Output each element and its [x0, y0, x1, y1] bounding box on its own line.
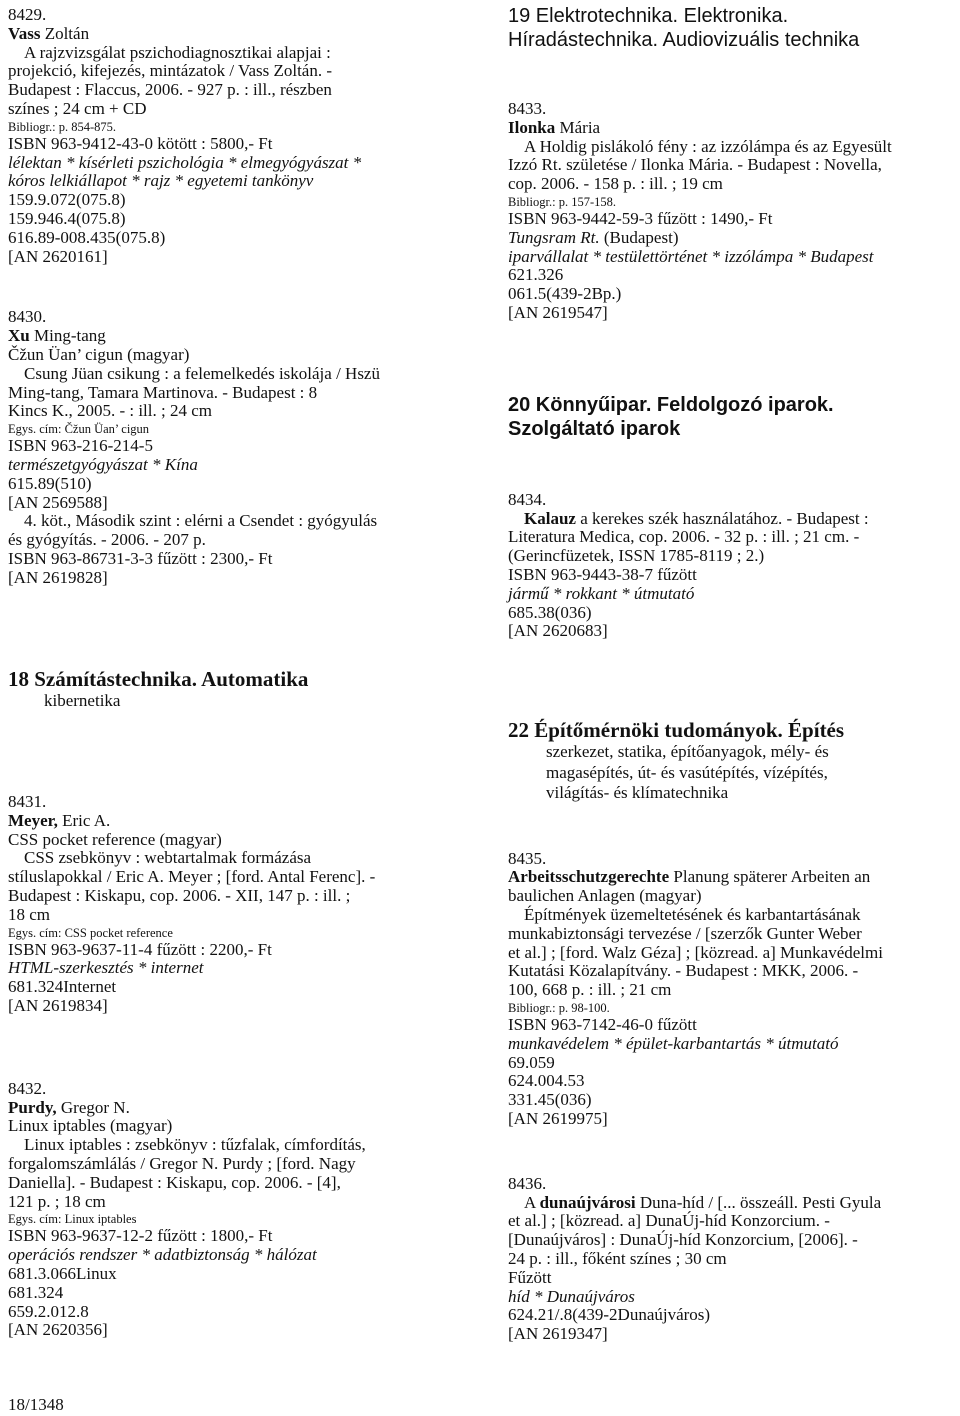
uniform-title: Linux iptables (magyar)	[8, 1116, 173, 1136]
left-column	[8, 6, 478, 1340]
title-line: Budapest : Kiskapu, cop. 2006. - XII, 147 p. : ill. ;	[8, 886, 351, 905]
udc-code: 624.004.53	[508, 1071, 585, 1091]
uniform-title-note: Egys. cím: Čžun Üan’ cigun	[8, 422, 150, 437]
entry-number: 8432.	[8, 1078, 47, 1098]
entry-number: 8436.	[508, 1173, 547, 1193]
section-19	[508, 4, 958, 52]
udc-code: 681.324	[8, 1282, 64, 1302]
entry-8429	[8, 6, 478, 266]
section-heading: 20 Könnyűipar. Feldolgozó iparok.	[508, 393, 834, 416]
section-subheading: magasépítés, út- és vasútépítés, vízépítés,	[546, 762, 828, 782]
udc-code: 331.45(036)	[508, 1090, 592, 1110]
author: Xu Ming-tang	[8, 326, 106, 346]
title-line: Kutatási Közalapítvány. - Budapest : MKK, 2006. -	[508, 961, 859, 981]
title-line: et al.] ; [közread. a] DunaÚj-híd Konzorcium. -	[508, 1211, 830, 1231]
udc-code: 159.946.4(075.8)	[8, 208, 126, 228]
title-line: színes ; 24 cm + CD	[8, 98, 147, 118]
title-line: 100, 668 p. : ill. ; 21 cm	[508, 980, 672, 1000]
title-line: Literatura Medica, cop. 2006. - 32 p. : ill. ; 21 cm. -	[508, 527, 860, 547]
title-line: Izzó Rt. születése / Ilonka Mária. - Budapest : Novella,	[508, 155, 882, 175]
title-line: CSS zsebkönyv : webtartalmak formázása	[24, 848, 312, 868]
section-heading: 19 Elektrotechnika. Elektronika.	[508, 5, 789, 27]
corporate-subject: Tungsram Rt. (Budapest)	[508, 227, 679, 247]
subject-terms: kóros lelkiállapot * rajz * egyetemi tankönyv	[8, 171, 314, 191]
entry-8436	[508, 1175, 958, 1344]
author: Purdy, Gregor N.	[8, 1097, 130, 1117]
isbn: ISBN 963-9443-38-7 fűzött	[508, 564, 697, 584]
page-footer: 18/1348	[8, 1395, 64, 1414]
title-line: projekció, kifejezés, mintázatok / Vass Zoltán. -	[8, 61, 333, 81]
an-number: [AN 2619975]	[508, 1109, 608, 1128]
binding: Fűzött	[508, 1267, 552, 1287]
an-number: [AN 2620356]	[8, 1320, 108, 1340]
udc-code: 685.38(036)	[508, 602, 592, 622]
title-line: (Gerincfüzetek, ISSN 1785-8119 ; 2.)	[508, 546, 765, 566]
entry-number: 8431.	[8, 792, 47, 812]
author: Meyer, Eric A.	[8, 810, 111, 830]
section-20	[508, 393, 958, 441]
udc-code: 681.3.066Linux	[8, 1263, 117, 1283]
an-number: [AN 2569588]	[8, 492, 108, 512]
udc-code: 061.5(439-2Bp.)	[508, 284, 622, 304]
author: Vass Zoltán	[8, 23, 90, 43]
an-number: [AN 2619347]	[508, 1324, 608, 1344]
subject-terms: iparvállalat * testülettörténet * izzólámpa * Budapest	[508, 246, 874, 266]
entry-number: 8433.	[508, 99, 547, 118]
title-line: forgalomszámlálás / Gregor N. Purdy ; [ford. Nagy	[8, 1153, 356, 1173]
udc-code: 659.2.012.8	[8, 1301, 89, 1321]
entry-8431	[8, 793, 478, 1016]
entry-number: 8434.	[508, 489, 547, 509]
isbn: ISBN 963-9637-11-4 fűzött : 2200,- Ft	[8, 939, 272, 959]
uniform-title: CSS pocket reference (magyar)	[8, 829, 222, 849]
entry-8433	[508, 100, 958, 323]
volume-isbn: ISBN 963-86731-3-3 fűzött : 2300,- Ft	[8, 548, 273, 568]
section-subheading: világítás- és klímatechnika	[546, 783, 729, 803]
entry-number: 8429.	[8, 5, 47, 24]
isbn: ISBN 963-9637-12-2 fűzött : 1800,- Ft	[8, 1226, 273, 1246]
an-number: [AN 2620161]	[8, 246, 108, 266]
subject-terms: jármű * rokkant * útmutató	[508, 583, 695, 603]
subject-terms: HTML-szerkesztés * internet	[8, 958, 204, 978]
title-line: Csung Jüan csikung : a felemelkedés iskolája / Hszü	[24, 363, 380, 383]
title-line: 18 cm	[8, 904, 51, 924]
section-heading: Szolgáltató iparok	[508, 417, 681, 440]
isbn: ISBN 963-7142-46-0 fűzött	[508, 1015, 697, 1035]
author: Ilonka Mária	[508, 117, 601, 137]
bibliography-note: Bibliogr.: p. 98-100.	[508, 1001, 610, 1016]
section-22	[508, 719, 958, 804]
title-line: A rajzvizsgálat pszichodiagnosztikai alapjai :	[24, 42, 331, 62]
volume-an-number: [AN 2619828]	[8, 567, 108, 587]
title-line: A dunaújvárosi Duna-híd / [... összeáll. Pesti Gyula	[524, 1192, 882, 1212]
title-line: Ming-tang, Tamara Martinova. - Budapest : 8	[8, 382, 318, 402]
title-line: et al.] ; [ford. Walz Géza] ; [közread. a] Munkavédelmi	[508, 942, 883, 962]
title-line: 24 p. : ill., főként színes ; 30 cm	[508, 1248, 727, 1268]
entry-8435	[508, 850, 958, 1129]
subject-terms: munkavédelem * épület-karbantartás * útmutató	[508, 1033, 839, 1053]
entry-number: 8435.	[508, 848, 547, 868]
bibliography-note: Bibliogr.: p. 157-158.	[508, 194, 616, 209]
an-number: [AN 2620683]	[508, 621, 608, 641]
title-line: stíluslapokkal / Eric A. Meyer ; [ford. Antal Ferenc]. -	[8, 867, 376, 887]
udc-code: 616.89-008.435(075.8)	[8, 227, 166, 247]
title-line: Kincs K., 2005. - : ill. ; 24 cm	[8, 401, 212, 421]
volume-line: 4. köt., Második szint : elérni a Csendet : gyógyulás	[24, 511, 378, 531]
isbn: ISBN 963-216-214-5	[8, 436, 153, 456]
an-number: [AN 2619547]	[508, 302, 608, 322]
section-subheading: kibernetika	[44, 690, 121, 710]
title-line: Daniella]. - Budapest : Kiskapu, cop. 2006. - [4],	[8, 1172, 341, 1192]
entry-8430	[8, 308, 478, 587]
title-line: Budapest : Flaccus, 2006. - 927 p. : ill., részben	[8, 80, 332, 100]
title-line: munkabiztonsági tervezése / [szerzők Gunter Weber	[508, 923, 862, 943]
entry-8432	[8, 1080, 478, 1340]
title-line: [Dunaújváros] : DunaÚj-híd Konzorcium, [2006]. -	[508, 1230, 858, 1250]
subject-terms: operációs rendszer * adatbiztonság * hálózat	[8, 1245, 317, 1265]
right-column	[508, 4, 958, 1344]
uniform-title-note: Egys. cím: CSS pocket reference	[8, 925, 173, 940]
section-subheading: szerkezet, statika, építőanyagok, mély- és	[546, 742, 829, 762]
section-heading: Híradástechnika. Audiovizuális technika	[508, 29, 860, 51]
udc-code: 621.326	[508, 265, 564, 285]
title-line: Arbeitsschutzgerechte Planung späterer Arbeiten an	[508, 867, 871, 887]
section-heading: 22 Építőmérnöki tudományok. Építés	[508, 718, 845, 743]
udc-code: 69.059	[508, 1052, 555, 1072]
uniform-title: Čžun Üan’ cigun (magyar)	[8, 344, 190, 364]
entry-number: 8430.	[8, 307, 47, 327]
bibliography-note: Bibliogr.: p. 854-875.	[8, 119, 116, 134]
udc-code: 624.21/.8(439-2Dunaújváros)	[508, 1305, 711, 1325]
title-line: Linux iptables : zsebkönyv : tűzfalak, címfordítás,	[24, 1135, 366, 1155]
volume-line: és gyógyítás. - 2006. - 207 p.	[8, 530, 206, 550]
title-line: A Holdig pislákoló fény : az izzólámpa és az Egyesült	[524, 136, 892, 156]
udc-code: 159.9.072(075.8)	[8, 190, 126, 210]
udc-code: 681.324Internet	[8, 977, 117, 997]
section-heading: 18 Számítástechnika. Automatika	[8, 666, 309, 691]
section-18	[8, 668, 478, 712]
subject-terms: lélektan * kísérleti pszichológia * elmegyógyászat *	[8, 152, 362, 172]
udc-code: 615.89(510)	[8, 473, 92, 493]
title-line: Építmények üzemeltetésének és karbantartásának	[524, 905, 861, 925]
subject-terms: természetgyógyászat * Kína	[8, 454, 198, 474]
an-number: [AN 2619834]	[8, 995, 108, 1015]
isbn: ISBN 963-9442-59-3 fűzött : 1490,- Ft	[508, 208, 773, 228]
title-line: Kalauz a kerekes szék használatához. - Budapest :	[524, 508, 869, 528]
isbn: ISBN 963-9412-43-0 kötött : 5800,- Ft	[8, 133, 273, 153]
title-line: cop. 2006. - 158 p. : ill. ; 19 cm	[508, 174, 723, 194]
title-line: baulichen Anlagen (magyar)	[508, 886, 702, 906]
title-line: 121 p. ; 18 cm	[8, 1191, 106, 1211]
subject-terms: híd * Dunaújváros	[508, 1286, 635, 1306]
entry-8434	[508, 491, 958, 641]
uniform-title-note: Egys. cím: Linux iptables	[8, 1212, 137, 1227]
